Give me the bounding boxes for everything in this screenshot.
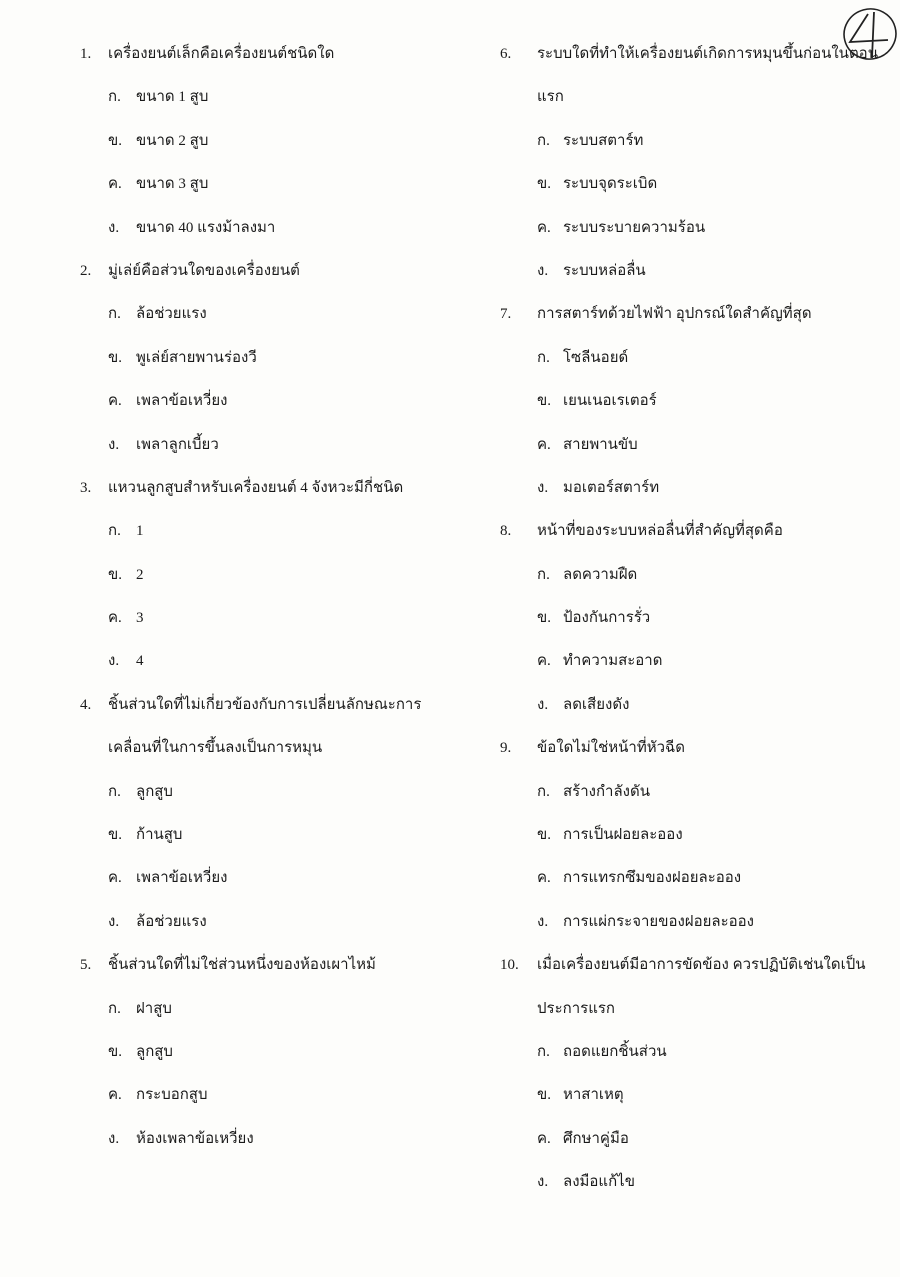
question-item <box>500 944 868 1204</box>
question-line <box>500 727 868 770</box>
answer-option <box>80 207 480 250</box>
answer-option <box>508 1031 868 1074</box>
answer-option <box>508 901 868 944</box>
option-label: ข. <box>537 393 552 410</box>
answer-option <box>508 597 868 640</box>
option-label: ข. <box>108 132 123 149</box>
question-number: 8. <box>500 523 512 540</box>
answer-option <box>80 163 480 206</box>
answer-option <box>508 120 868 163</box>
option-label: ค. <box>108 610 122 627</box>
option-label: ง. <box>108 436 120 453</box>
answer-option <box>80 857 480 900</box>
question-item <box>500 33 878 293</box>
question-item <box>500 727 868 944</box>
option-text: พูเล่ย์สายพานร่องวี <box>136 349 257 366</box>
option-text: ขนาด 3 สูบ <box>136 176 209 193</box>
option-text: ระบบสตาร์ท <box>563 132 644 149</box>
answer-option <box>508 467 868 510</box>
answer-option <box>80 640 480 683</box>
option-text: ขนาด 1 สูบ <box>136 89 209 106</box>
option-label: ง. <box>108 219 120 236</box>
question-text: เคลื่อนที่ในการขึ้นลงเป็นการหมุน <box>108 740 323 757</box>
option-label: ข. <box>537 1087 552 1104</box>
question-item <box>500 510 868 727</box>
answer-option <box>508 380 868 423</box>
answer-option <box>80 337 480 380</box>
option-text: ขนาด 2 สูบ <box>136 132 209 149</box>
option-label: ค. <box>537 1130 551 1147</box>
question-number: 1. <box>80 46 92 62</box>
question-number: 9. <box>500 740 512 757</box>
option-text: ลูกสูบ <box>136 1043 173 1060</box>
question-line <box>500 510 868 553</box>
option-label: ข. <box>108 1043 123 1060</box>
answer-option <box>508 1074 868 1117</box>
question-text: มู่เล่ย์คือส่วนใดของเครื่องยนต์ <box>108 262 300 279</box>
question-number: 5. <box>80 957 92 974</box>
answer-option <box>508 250 868 293</box>
question-number: 3. <box>80 479 92 496</box>
option-label: ก. <box>537 132 550 149</box>
answer-option <box>508 424 868 467</box>
option-label: ก. <box>537 566 550 583</box>
option-text: 2 <box>136 566 144 583</box>
option-text: สายพานขับ <box>563 436 638 453</box>
option-label: ข. <box>537 610 552 627</box>
option-label: ง. <box>537 1174 549 1191</box>
question-item <box>80 684 480 944</box>
option-text: 4 <box>136 653 144 670</box>
option-label: ค. <box>108 393 122 410</box>
question-line <box>500 33 878 76</box>
question-line <box>500 293 868 336</box>
answer-option <box>80 120 480 163</box>
question-text: ข้อใดไม่ใช่หน้าที่หัวฉีด <box>537 740 685 757</box>
option-text: เพลาข้อเหวี่ยง <box>136 870 228 887</box>
option-text: ลดเสียงดัง <box>563 696 630 713</box>
answer-option <box>508 1118 868 1161</box>
option-text: ระบบจุดระเบิด <box>563 176 658 193</box>
option-label: ง. <box>108 913 120 930</box>
option-text: การแทรกซึมของฝอยละออง <box>563 870 742 887</box>
option-label: ก. <box>537 349 550 366</box>
option-text: 1 <box>136 523 144 540</box>
option-text: หาสาเหตุ <box>563 1087 624 1104</box>
answer-option <box>80 76 480 119</box>
option-text: เพลาข้อเหวี่ยง <box>136 393 228 410</box>
answer-option <box>80 1031 480 1074</box>
question-text: หน้าที่ของระบบหล่อลื่นที่สำคัญที่สุดคือ <box>537 523 783 540</box>
question-item <box>500 293 868 510</box>
option-label: ก. <box>108 1000 121 1017</box>
option-text: ทำความสะอาด <box>563 653 663 670</box>
question-text: แรก <box>537 89 564 106</box>
question-item <box>80 467 480 684</box>
option-label: ก. <box>108 783 121 800</box>
option-text: ขนาด 40 แรงม้าลงมา <box>136 219 276 236</box>
option-label: ก. <box>108 89 121 106</box>
answer-option <box>80 901 480 944</box>
option-text: กระบอกสูบ <box>136 1087 208 1104</box>
answer-option <box>80 554 480 597</box>
question-text: เครื่องยนต์เล็กคือเครื่องยนต์ชนิดใด <box>108 46 335 62</box>
option-text: การแผ่กระจายของฝอยละออง <box>563 913 754 930</box>
answer-option <box>80 510 480 553</box>
option-label: ค. <box>108 176 122 193</box>
left-question-column <box>80 33 480 1161</box>
question-line <box>80 33 480 76</box>
option-label: ก. <box>537 783 550 800</box>
answer-option <box>508 857 868 900</box>
answer-option <box>508 207 868 250</box>
option-label: ข. <box>108 827 123 844</box>
question-item <box>80 944 480 1161</box>
question-line <box>80 944 480 987</box>
answer-option <box>80 597 480 640</box>
option-text: เพลาลูกเบี้ยว <box>136 436 219 453</box>
answer-option <box>508 771 868 814</box>
option-text: ล้อช่วยแรง <box>136 306 207 323</box>
question-text: แหวนลูกสูบสำหรับเครื่องยนต์ 4 จังหวะมีกี่ชนิด <box>108 479 404 496</box>
option-label: ข. <box>537 827 552 844</box>
answer-option <box>80 293 480 336</box>
option-text: ป้องกันการรั่ว <box>563 610 651 627</box>
question-line <box>508 988 868 1031</box>
option-label: ง. <box>537 913 549 930</box>
option-label: ง. <box>108 1130 120 1147</box>
option-text: ถอดแยกชิ้นส่วน <box>563 1043 667 1060</box>
question-line <box>500 944 868 987</box>
question-text: ชิ้นส่วนใดที่ไม่ใช่ส่วนหนึ่งของห้องเผาไหม้ <box>108 957 376 974</box>
question-number: 2. <box>80 262 92 279</box>
option-label: ค. <box>108 870 122 887</box>
option-label: ก. <box>108 306 121 323</box>
option-label: ก. <box>537 1043 550 1060</box>
question-text: ชิ้นส่วนใดที่ไม่เกี่ยวข้องกับการเปลี่ยนลักษณะการ <box>108 696 422 713</box>
option-text: สร้างกำลังดัน <box>563 783 650 800</box>
question-line <box>80 250 480 293</box>
question-text: ระบบใดที่ทำให้เครื่องยนต์เกิดการหมุนขึ้นก่อนในตอน <box>537 46 878 62</box>
option-label: ข. <box>108 349 123 366</box>
question-number: 7. <box>500 306 512 323</box>
option-text: 3 <box>136 610 144 627</box>
option-label: ก. <box>108 523 121 540</box>
answer-option <box>508 814 868 857</box>
question-line <box>80 727 480 770</box>
option-text: มอเตอร์สตาร์ท <box>563 479 660 496</box>
option-text: การเป็นฝอยละออง <box>563 827 683 844</box>
answer-option <box>508 640 868 683</box>
handwritten-page-number-mark <box>838 6 898 64</box>
answer-option <box>80 380 480 423</box>
option-text: ห้องเพลาข้อเหวี่ยง <box>136 1130 254 1147</box>
answer-option <box>508 554 868 597</box>
option-label: ค. <box>108 1087 122 1104</box>
option-label: ง. <box>537 479 549 496</box>
question-line <box>80 684 480 727</box>
answer-option <box>508 337 868 380</box>
question-line <box>508 76 868 119</box>
answer-option <box>80 424 480 467</box>
answer-option <box>508 1161 868 1204</box>
question-number: 4. <box>80 696 92 713</box>
answer-option <box>80 771 480 814</box>
answer-option <box>80 814 480 857</box>
option-text: ศึกษาคู่มือ <box>563 1130 629 1147</box>
question-text: เมื่อเครื่องยนต์มีอาการขัดข้อง ควรปฏิบัติเช่นใดเป็น <box>537 957 866 974</box>
question-number: 6. <box>500 46 512 62</box>
option-label: ค. <box>537 870 551 887</box>
option-text: โซลีนอยด์ <box>563 349 629 366</box>
answer-option <box>80 1074 480 1117</box>
question-item <box>80 33 480 250</box>
option-label: ง. <box>537 262 549 279</box>
option-label: ข. <box>108 566 123 583</box>
answer-option <box>508 163 868 206</box>
right-question-column <box>500 33 878 1205</box>
option-text: ระบบหล่อลื่น <box>563 262 646 279</box>
option-text: เยนเนอเรเตอร์ <box>563 393 657 410</box>
question-text: การสตาร์ทด้วยไฟฟ้า อุปกรณ์ใดสำคัญที่สุด <box>537 306 812 323</box>
option-label: ข. <box>537 176 552 193</box>
option-label: ง. <box>537 696 549 713</box>
option-label: ค. <box>537 436 551 453</box>
option-text: ก้านสูบ <box>136 827 183 844</box>
option-text: ฝาสูบ <box>136 1000 172 1017</box>
option-text: ล้อช่วยแรง <box>136 913 207 930</box>
question-line <box>80 467 480 510</box>
option-text: ลูกสูบ <box>136 783 173 800</box>
option-text: ลดความฝืด <box>563 566 638 583</box>
option-label: ง. <box>108 653 120 670</box>
option-text: ระบบระบายความร้อน <box>563 219 706 236</box>
option-text: ลงมือแก้ไข <box>563 1174 635 1191</box>
option-label: ค. <box>537 219 551 236</box>
question-number: 10. <box>500 957 519 974</box>
question-item <box>80 250 480 467</box>
question-text: ประการแรก <box>537 1000 616 1017</box>
answer-option <box>80 988 480 1031</box>
answer-option <box>80 1118 480 1161</box>
option-label: ค. <box>537 653 551 670</box>
answer-option <box>508 684 868 727</box>
